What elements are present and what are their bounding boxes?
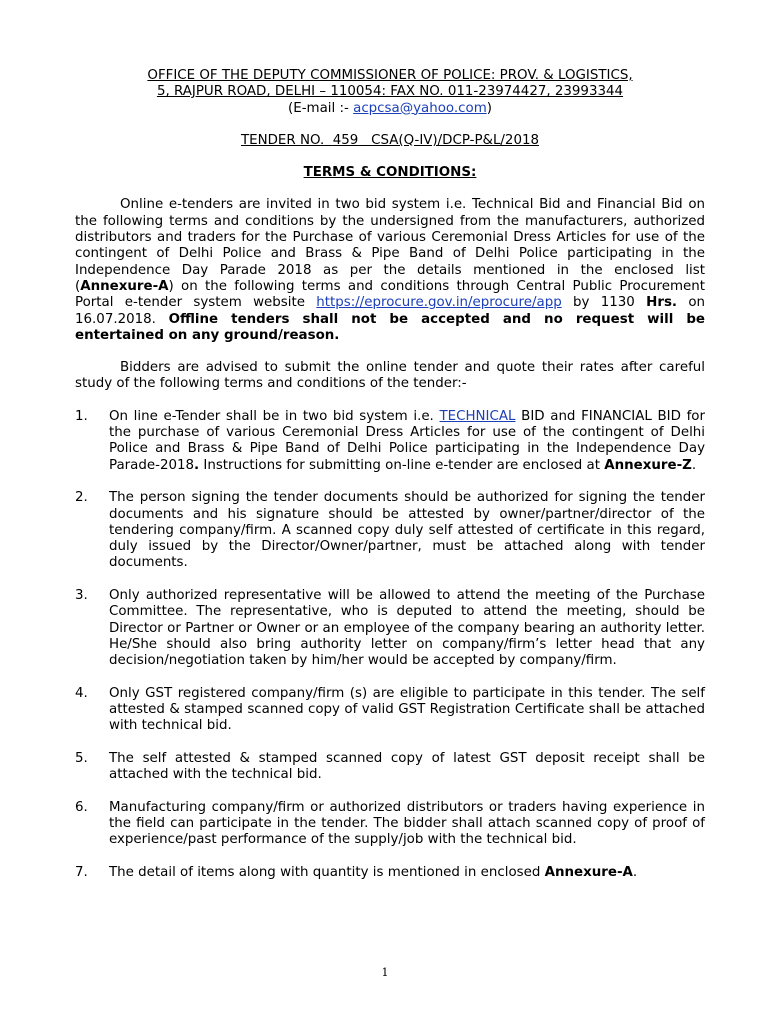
- list-item: [75, 800, 705, 849]
- tender-label: TENDER NO.: [240, 132, 325, 148]
- list-item: [75, 588, 705, 669]
- advice-paragraph: Bidders are advised to submit the online tender and quote their rates after careful study of the following terms and conditions of the tender:-: [75, 360, 705, 392]
- item-text: The person signing the tender documents should be authorized for signing the tender documents and his signature should be attested by owner/partner/director of the tendering company/firm. A scanned copy duly self attested of certificate in this regard, duly issued by the Director/Owner/partner, must be attached along with tender documents.: [109, 490, 705, 571]
- item-text: On line e-Tender shall be in two bid system i.e.: [109, 408, 440, 424]
- list-item: [75, 409, 705, 474]
- item-text: The detail of items along with quantity is mentioned in enclosed: [109, 865, 545, 881]
- annexure-z: Annexure-Z: [604, 457, 692, 473]
- item-number: 1.: [75, 408, 88, 424]
- item-number: 5.: [75, 750, 88, 766]
- item-text: .: [691, 457, 697, 473]
- email-link[interactable]: acpcsa@yahoo.com: [353, 100, 487, 116]
- list-item: [75, 865, 705, 881]
- item-text: Only authorized representative will be allowed to attend the meeting of the Purchase Committee. The representative, who is deputed to attend the meeting, should be Director or Partner or Owner or an employee of the company bearing an authority letter. He/She should also bring authority letter on company/firm’s letter head that any decision/negotiation taken by him/her would be accepted by company/firm.: [109, 588, 705, 669]
- item-number: 4.: [75, 685, 88, 701]
- email-suffix: ): [486, 100, 492, 116]
- list-item: [75, 751, 705, 784]
- eprocure-link[interactable]: https://eprocure.gov.in/eprocure/app: [316, 295, 562, 311]
- intro-hrs: Hrs.: [646, 295, 678, 311]
- item-text: BID and FINANCIAL BID for the purchase of various Ceremonial Dress Articles for use of the contingent of Delhi Police and Brass & Pipe Band of Delhi Police participating in the Independence Day Parade-2018: [109, 408, 706, 473]
- list-item: [75, 686, 705, 735]
- terms-title: TERMS & CONDITIONS:: [303, 165, 477, 181]
- item-text: .: [632, 865, 638, 881]
- intro-text-3: by 1130: [561, 295, 647, 311]
- offline-notice: Offline tenders shall not be accepted and no request will be entertained on any ground/reason.: [75, 311, 705, 343]
- terms-list: [75, 409, 705, 882]
- tender-number-line: [75, 133, 705, 149]
- item-text: Manufacturing company/firm or authorized distributors or traders having experience in the field can participate in the tender. The bidder shall attach scanned copy of proof of experience/past performance of the supply/job with the technical bid.: [109, 799, 705, 848]
- email-prefix: (E-mail :-: [288, 100, 354, 116]
- list-item: [75, 490, 705, 571]
- item-number: 2.: [75, 490, 88, 506]
- intro-text-1: Online e-tenders are invited in two bid system i.e. Technical Bid and Financial Bid on the following terms and conditions by the undersigned from the manufacturers, authorized distributors and traders for the Purchase of various Ceremonial Dress Articles for use of the contingent of Delhi Police and Brass & Pipe Band of Delhi Police participating in the Independence Day Parade 2018 as per the details mentioned in the enclosed list (: [75, 197, 705, 294]
- item-text: Instructions for submitting on-line e-tender are enclosed at: [199, 457, 605, 473]
- page-number: 1: [381, 966, 389, 979]
- office-header-line2: 5, RAJPUR ROAD, DELHI – 110054: FAX NO. 011-23974427, 23993344: [156, 84, 624, 100]
- tender-number: 459: [332, 132, 359, 148]
- item-number: 6.: [75, 799, 88, 815]
- office-header-line1: OFFICE OF THE DEPUTY COMMISSIONER OF POLICE: PROV. & LOGISTICS,: [147, 68, 633, 83]
- tender-code: CSA(Q-IV)/DCP-P&L/2018: [371, 132, 540, 148]
- item-number: 3.: [75, 588, 88, 604]
- annexure-a-bold: Annexure-A: [544, 865, 633, 881]
- item-number: 7.: [75, 865, 88, 881]
- intro-text-4: on 16.07.2018.: [75, 295, 706, 327]
- item-bold-dot: .: [194, 457, 200, 473]
- document-page: [75, 68, 705, 898]
- item-text: Only GST registered company/firm (s) are eligible to participate in this tender. The self attested & stamped scanned copy of valid GST Registration Certificate shall be attached with technical bid.: [109, 685, 705, 734]
- intro-paragraph: [75, 197, 705, 344]
- technical-link[interactable]: TECHNICAL: [439, 408, 516, 424]
- intro-text-2: ) on the following terms and conditions through Central Public Procurement Portal e-tender system website: [75, 278, 705, 311]
- office-email-line: [75, 101, 705, 117]
- intro-annexure-a: Annexure-A: [80, 278, 169, 294]
- item-text: The self attested & stamped scanned copy of latest GST deposit receipt shall be attached with the technical bid.: [109, 750, 705, 783]
